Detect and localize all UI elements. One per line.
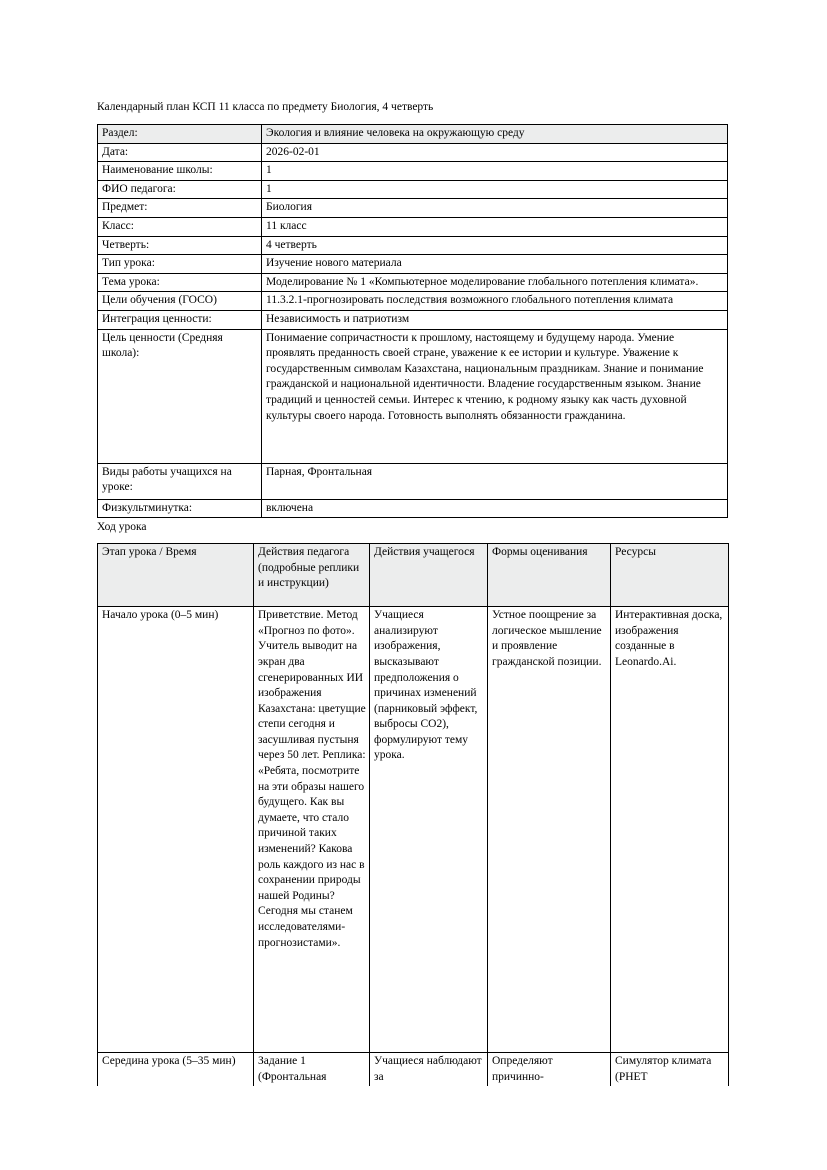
info-value-subject: Биология — [262, 199, 728, 218]
info-value-quarter: 4 четверть — [262, 236, 728, 255]
column-header-stage: Этап урока / Время — [98, 544, 254, 607]
info-value-physical-break: включена — [262, 499, 728, 518]
cell-teacher-actions: Задание 1 (Фронтальная — [254, 1053, 370, 1087]
table-row — [98, 143, 728, 162]
table-row — [98, 217, 728, 236]
table-row — [98, 199, 728, 218]
info-label-teacher: ФИО педагога: — [98, 180, 262, 199]
info-label-value-integration: Интеграция ценности: — [98, 310, 262, 329]
table-row — [98, 236, 728, 255]
table-row — [98, 499, 728, 518]
column-header-teacher-actions: Действия педагога (подробные реплики и инструкции) — [254, 544, 370, 607]
info-value-learning-objectives: 11.3.2.1-прогнозировать последствия возможного глобального потепления климата — [262, 292, 728, 311]
info-value-value-integration: Независимость и патриотизм — [262, 310, 728, 329]
table-row — [98, 310, 728, 329]
page-title: Календарный план КСП 11 класса по предмету Биология, 4 четверть — [97, 101, 434, 113]
info-value-work-types: Парная, Фронтальная — [262, 463, 728, 499]
info-label-school: Наименование школы: — [98, 162, 262, 181]
info-value-lesson-topic: Моделирование № 1 «Компьютерное моделирование глобального потепления климата». — [262, 273, 728, 292]
table-row — [98, 125, 728, 144]
info-value-grade: 11 класс — [262, 217, 728, 236]
info-label-grade: Класс: — [98, 217, 262, 236]
info-label-subject: Предмет: — [98, 199, 262, 218]
info-label-lesson-type: Тип урока: — [98, 255, 262, 274]
table-row — [98, 273, 728, 292]
info-value-date: 2026-02-01 — [262, 143, 728, 162]
section-caption-lesson-flow: Ход урока — [97, 521, 147, 534]
info-label-lesson-topic: Тема урока: — [98, 273, 262, 292]
info-label-value-goal: Цель ценности (Средняя школа): — [98, 329, 262, 463]
cell-assessment-forms: Устное поощрение за логическое мышление и проявление гражданской позиции. — [488, 607, 611, 1053]
column-header-student-actions: Действия учащегося — [370, 544, 488, 607]
table-row — [98, 329, 728, 463]
cell-resources: Симулятор климата (PHET — [611, 1053, 729, 1087]
cell-stage: Середина урока (5–35 мин) — [98, 1053, 254, 1087]
cell-student-actions: Учащиеся наблюдают за — [370, 1053, 488, 1087]
cell-resources: Интерактивная доска, изображения созданные в Leonardo.Ai. — [611, 607, 729, 1053]
info-label-quarter: Четверть: — [98, 236, 262, 255]
column-header-resources: Ресурсы — [611, 544, 729, 607]
lesson-procedure-table — [97, 543, 729, 1086]
info-value-value-goal: Понимаение сопричастности к прошлому, настоящему и будущему народа. Умение проявлять преданность своей стране, уважение к ее истории и культуре. Уважение к государственным символам Казахстана, национальным праздникам. Знание и понимание гражданской и национальной идентичности. Владение государственным языком. Знание традиций и ценностей семьи. Интерес к чтению, к родному языку как часть духовной культуры своего народа. Готовность выполнять обязанности гражданина. — [262, 329, 728, 463]
info-value-section: Экология и влияние человека на окружающую среду — [262, 125, 728, 144]
table-row — [98, 180, 728, 199]
table-row — [98, 463, 728, 499]
table-row — [98, 255, 728, 274]
table-row — [98, 162, 728, 181]
info-label-work-types: Виды работы учащихся на уроке: — [98, 463, 262, 499]
info-label-learning-objectives: Цели обучения (ГОСО) — [98, 292, 262, 311]
info-value-lesson-type: Изучение нового материала — [262, 255, 728, 274]
info-label-physical-break: Физкультминутка: — [98, 499, 262, 518]
cell-assessment-forms: Определяют причинно- — [488, 1053, 611, 1087]
table-row — [98, 607, 729, 1053]
cell-stage: Начало урока (0–5 мин) — [98, 607, 254, 1053]
column-header-assessment-forms: Формы оценивания — [488, 544, 611, 607]
table-header-row — [98, 544, 729, 607]
info-label-section: Раздел: — [98, 125, 262, 144]
table-row — [98, 292, 728, 311]
cell-teacher-actions: Приветствие. Метод «Прогноз по фото». Учитель выводит на экран два сгенерированных ИИ изображения Казахстана: цветущие степи сегодня и засушливая пустыня через 50 лет. Реплика: «Ребята, посмотрите на эти образы нашего будущего. Как вы думаете, что стало причиной таких изменений? Какова роль каждого из нас в сохранении природы нашей Родины? Сегодня мы станем исследователями-прогнозистами». — [254, 607, 370, 1053]
cell-student-actions: Учащиеся анализируют изображения, высказывают предположения о причинах изменений (парниковый эффект, выбросы CO2), формулируют тему урока. — [370, 607, 488, 1053]
info-value-teacher: 1 — [262, 180, 728, 199]
lesson-info-table — [97, 124, 728, 518]
info-value-school: 1 — [262, 162, 728, 181]
table-row — [98, 1053, 729, 1087]
document-content — [97, 100, 728, 1086]
info-label-date: Дата: — [98, 143, 262, 162]
